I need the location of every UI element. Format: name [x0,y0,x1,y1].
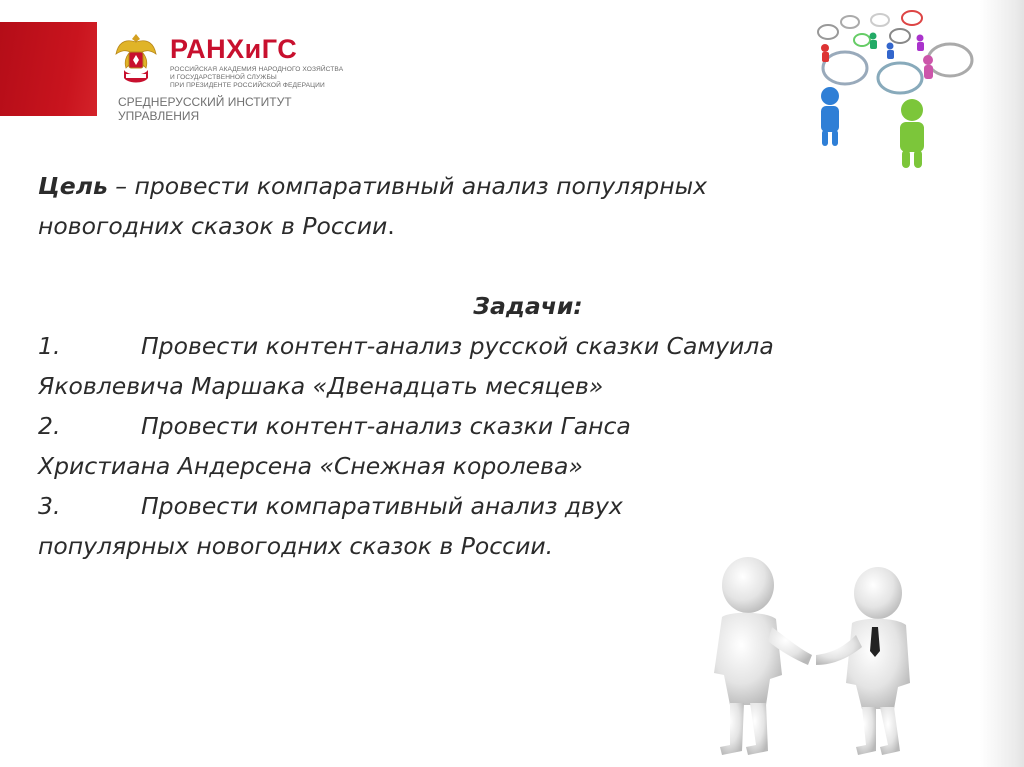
task-number: 1. [38,332,61,360]
goal-text-line2: новогодних сказок в России [38,212,388,240]
task-number: 2. [38,412,61,440]
logo-subtitle-line1: РОССИЙСКАЯ АКАДЕМИЯ НАРОДНОГО ХОЗЯЙСТВА [170,66,344,73]
task-text-line2: Христиана Андерсена «Снежная королева» [38,452,583,480]
task-item-2 [38,406,918,446]
logo-subtitle-line3: ПРИ ПРЕЗИДЕНТЕ РОССИЙСКОЙ ФЕДЕРАЦИИ [170,82,325,89]
people-speech-bubbles-illustration [800,0,982,178]
institute-name-line2: УПРАВЛЕНИЯ [118,109,200,123]
slide-edge-shadow [980,0,1024,767]
task-item-2-cont [38,446,918,486]
handshake-figures-illustration [700,555,915,765]
task-text-line2: популярных новогодних сказок в России. [38,532,554,560]
task-text-line1: Провести компаративный анализ двух [141,492,623,520]
logo-subtitle-line2: И ГОСУДАРСТВЕННОЙ СЛУЖБЫ [170,74,277,81]
eagle-emblem-icon [114,30,158,88]
task-number: 3. [38,492,61,520]
task-text-line1: Провести контент-анализ сказки Ганса [141,412,631,440]
goal-line1 [38,166,918,206]
logo-abbreviation: РАНХиГС [170,34,298,64]
task-item-1-cont [38,366,918,406]
red-accent-bar [0,22,97,116]
institute-name-line1: СРЕДНЕРУССКИЙ ИНСТИТУТ [118,95,292,109]
goal-text-line1: провести компаративный анализ популярных [134,172,708,200]
task-text-line1: Провести контент-анализ русской сказки Самуила [141,332,774,360]
ranepa-logo [110,24,344,124]
goal-end: . [387,212,395,240]
slide-content [38,166,918,566]
goal-label: Цель [38,172,108,200]
task-item-1 [38,326,918,366]
goal-line2 [38,206,918,246]
tasks-heading: Задачи: [473,292,583,320]
task-text-line2: Яковлевича Маршака «Двенадцать месяцев» [38,372,604,400]
goal-dash: – [107,172,135,200]
task-item-3 [38,486,918,526]
